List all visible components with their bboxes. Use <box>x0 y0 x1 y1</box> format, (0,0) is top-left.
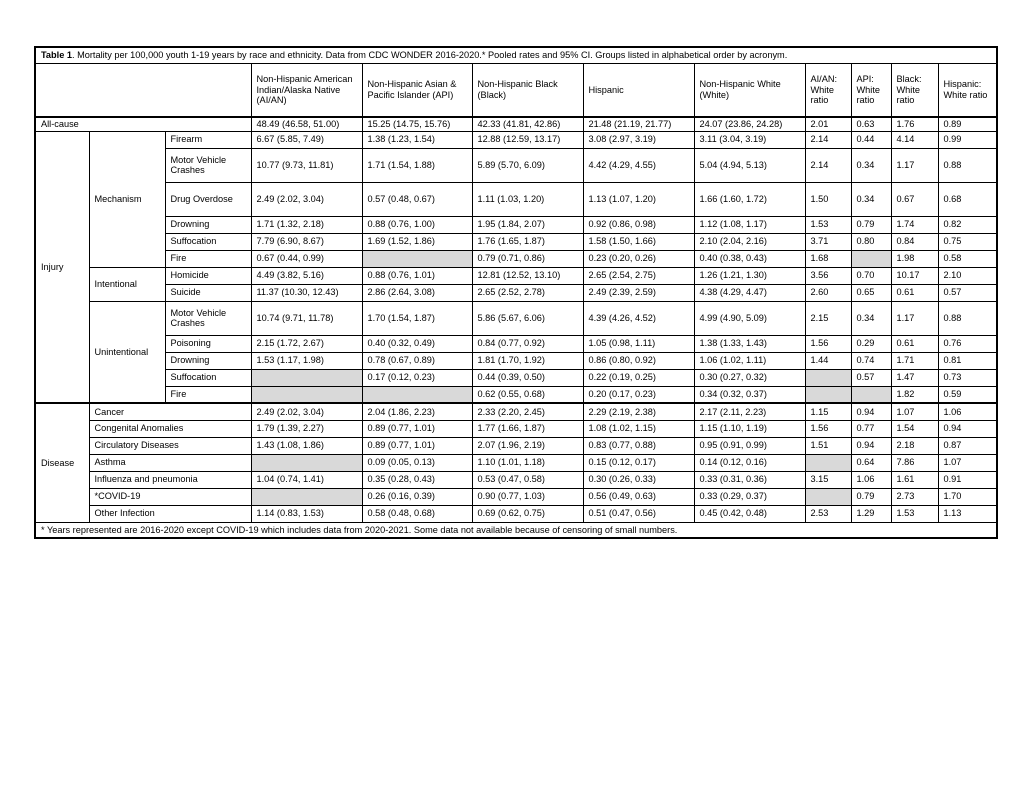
table-row <box>35 284 997 301</box>
ratio-cell: 0.64 <box>851 454 891 471</box>
group-injury: Injury <box>35 131 89 403</box>
ratio-cell: 2.14 <box>805 131 851 148</box>
value-cell: 1.81 (1.70, 1.92) <box>472 352 583 369</box>
ratio-cell: 0.75 <box>938 233 997 250</box>
value-cell: 1.12 (1.08, 1.17) <box>694 216 805 233</box>
value-cell: 2.65 (2.54, 2.75) <box>583 267 694 284</box>
value-cell: 0.44 (0.39, 0.50) <box>472 369 583 386</box>
value-cell: 12.88 (12.59, 13.17) <box>472 131 583 148</box>
value-cell <box>251 488 362 505</box>
value-cell: 1.14 (0.83, 1.53) <box>251 505 362 522</box>
value-cell: 0.69 (0.62, 0.75) <box>472 505 583 522</box>
value-cell: 4.49 (3.82, 5.16) <box>251 267 362 284</box>
value-cell: 0.92 (0.86, 0.98) <box>583 216 694 233</box>
ratio-cell: 0.34 <box>851 182 891 216</box>
table-row <box>35 216 997 233</box>
value-cell: 0.22 (0.19, 0.25) <box>583 369 694 386</box>
allcause-label: All-cause <box>35 117 251 131</box>
row-label: Suffocation <box>165 369 251 386</box>
value-cell: 11.37 (10.30, 12.43) <box>251 284 362 301</box>
value-cell: 0.88 (0.76, 1.00) <box>362 216 472 233</box>
value-cell: 0.35 (0.28, 0.43) <box>362 471 472 488</box>
ratio-cell: 3.71 <box>805 233 851 250</box>
ratio-cell <box>805 369 851 386</box>
ratio-cell: 0.76 <box>938 335 997 352</box>
value-cell <box>251 386 362 403</box>
table-row <box>35 454 997 471</box>
ratio-cell: 0.61 <box>891 335 938 352</box>
ratio-cell: 0.94 <box>851 437 891 454</box>
ratio-cell: 1.29 <box>851 505 891 522</box>
value-cell: 4.42 (4.29, 4.55) <box>583 148 694 182</box>
ratio-cell: 1.17 <box>891 148 938 182</box>
ratio-cell: 1.76 <box>891 117 938 131</box>
ratio-cell: 0.80 <box>851 233 891 250</box>
value-cell: 2.07 (1.96, 2.19) <box>472 437 583 454</box>
table-row <box>35 369 997 386</box>
value-cell: 1.95 (1.84, 2.07) <box>472 216 583 233</box>
value-cell: 2.86 (2.64, 3.08) <box>362 284 472 301</box>
row-label: Homicide <box>165 267 251 284</box>
table-row <box>35 335 997 352</box>
ratio-cell: 0.77 <box>851 420 891 437</box>
value-cell: 6.67 (5.85, 7.49) <box>251 131 362 148</box>
value-cell: 0.95 (0.91, 0.99) <box>694 437 805 454</box>
ratio-cell: 1.56 <box>805 335 851 352</box>
ratio-cell: 1.70 <box>938 488 997 505</box>
row-label: Other Infection <box>89 505 251 522</box>
ratio-cell: 7.86 <box>891 454 938 471</box>
value-cell: 0.86 (0.80, 0.92) <box>583 352 694 369</box>
value-cell: 0.58 (0.48, 0.68) <box>362 505 472 522</box>
ratio-cell: 0.89 <box>938 117 997 131</box>
table-row <box>35 437 997 454</box>
value-cell: 0.15 (0.12, 0.17) <box>583 454 694 471</box>
value-cell: 0.89 (0.77, 1.01) <box>362 437 472 454</box>
ratio-cell: 0.34 <box>851 148 891 182</box>
table-row <box>35 233 997 250</box>
table-row <box>35 471 997 488</box>
table-row <box>35 352 997 369</box>
value-cell: 1.53 (1.17, 1.98) <box>251 352 362 369</box>
value-cell: 1.15 (1.10, 1.19) <box>694 420 805 437</box>
header-blank <box>35 63 251 117</box>
table-row <box>35 148 997 182</box>
value-cell: 2.65 (2.52, 2.78) <box>472 284 583 301</box>
ratio-cell: 3.15 <box>805 471 851 488</box>
ratio-cell: 0.68 <box>938 182 997 216</box>
table-row <box>35 403 997 420</box>
caption-text: . Mortality per 100,000 youth 1-19 years by race and ethnicity. Data from CDC WONDER 2016-2020.* Pooled rates and 95% CI. Groups listed in alphabetical order by acronym. <box>71 50 788 60</box>
ratio-cell: 1.61 <box>891 471 938 488</box>
value-cell: 2.15 (1.72, 2.67) <box>251 335 362 352</box>
row-label: Drug Overdose <box>165 182 251 216</box>
value-cell: 2.49 (2.02, 3.04) <box>251 403 362 420</box>
value-cell <box>362 386 472 403</box>
row-label: Asthma <box>89 454 251 471</box>
value-cell: 1.13 (1.07, 1.20) <box>583 182 694 216</box>
value-cell: 1.11 (1.03, 1.20) <box>472 182 583 216</box>
row-label: Fire <box>165 250 251 267</box>
value-cell: 1.10 (1.01, 1.18) <box>472 454 583 471</box>
value-cell: 1.06 (1.02, 1.11) <box>694 352 805 369</box>
value-cell: 0.14 (0.12, 0.16) <box>694 454 805 471</box>
value-cell: 0.56 (0.49, 0.63) <box>583 488 694 505</box>
value-cell: 2.04 (1.86, 2.23) <box>362 403 472 420</box>
header-black: Non-Hispanic Black (Black) <box>472 63 583 117</box>
value-cell: 1.08 (1.02, 1.15) <box>583 420 694 437</box>
ratio-cell: 2.18 <box>891 437 938 454</box>
value-cell: 4.39 (4.26, 4.52) <box>583 301 694 335</box>
ratio-cell: 1.82 <box>891 386 938 403</box>
value-cell: 1.38 (1.23, 1.54) <box>362 131 472 148</box>
row-label: Drowning <box>165 352 251 369</box>
value-cell: 1.38 (1.33, 1.43) <box>694 335 805 352</box>
value-cell: 2.29 (2.19, 2.38) <box>583 403 694 420</box>
value-cell: 15.25 (14.75, 15.76) <box>362 117 472 131</box>
mortality-table <box>34 46 998 539</box>
value-cell: 0.45 (0.42, 0.48) <box>694 505 805 522</box>
ratio-cell: 2.10 <box>938 267 997 284</box>
ratio-cell: 3.56 <box>805 267 851 284</box>
subgroup-unintentional: Unintentional <box>89 301 165 403</box>
ratio-cell: 1.07 <box>938 454 997 471</box>
table-row <box>35 131 997 148</box>
row-label: Motor Vehicle Crashes <box>165 301 251 335</box>
header-white: Non-Hispanic White (White) <box>694 63 805 117</box>
ratio-cell: 0.73 <box>938 369 997 386</box>
row-label: Motor Vehicle Crashes <box>165 148 251 182</box>
value-cell <box>362 250 472 267</box>
ratio-cell: 0.94 <box>851 403 891 420</box>
value-cell: 4.38 (4.29, 4.47) <box>694 284 805 301</box>
value-cell: 0.34 (0.32, 0.37) <box>694 386 805 403</box>
value-cell: 1.26 (1.21, 1.30) <box>694 267 805 284</box>
value-cell: 2.49 (2.02, 3.04) <box>251 182 362 216</box>
table-row <box>35 420 997 437</box>
ratio-cell: 10.17 <box>891 267 938 284</box>
row-label: Congenital Anomalies <box>89 420 251 437</box>
value-cell: 0.53 (0.47, 0.58) <box>472 471 583 488</box>
ratio-cell: 0.44 <box>851 131 891 148</box>
caption-label: Table 1 <box>41 50 72 60</box>
ratio-cell: 0.79 <box>851 216 891 233</box>
ratio-cell: 2.73 <box>891 488 938 505</box>
table-row <box>35 250 997 267</box>
value-cell: 0.30 (0.26, 0.33) <box>583 471 694 488</box>
ratio-cell: 0.57 <box>851 369 891 386</box>
ratio-cell: 2.15 <box>805 301 851 335</box>
ratio-cell: 1.47 <box>891 369 938 386</box>
table-row <box>35 267 997 284</box>
ratio-cell: 0.61 <box>891 284 938 301</box>
value-cell: 1.77 (1.66, 1.87) <box>472 420 583 437</box>
ratio-cell: 1.56 <box>805 420 851 437</box>
row-label: Firearm <box>165 131 251 148</box>
value-cell: 2.17 (2.11, 2.23) <box>694 403 805 420</box>
header-hispanic: Hispanic <box>583 63 694 117</box>
value-cell: 4.99 (4.90, 5.09) <box>694 301 805 335</box>
value-cell: 1.71 (1.54, 1.88) <box>362 148 472 182</box>
value-cell: 2.33 (2.20, 2.45) <box>472 403 583 420</box>
value-cell: 1.69 (1.52, 1.86) <box>362 233 472 250</box>
value-cell: 5.89 (5.70, 6.09) <box>472 148 583 182</box>
header-api-ratio: API: White ratio <box>851 63 891 117</box>
ratio-cell: 0.81 <box>938 352 997 369</box>
ratio-cell <box>805 454 851 471</box>
subgroup-mechanism: Mechanism <box>89 131 165 267</box>
value-cell <box>251 454 362 471</box>
row-label: Cancer <box>89 403 251 420</box>
ratio-cell: 1.71 <box>891 352 938 369</box>
header-aian: Non-Hispanic American Indian/Alaska Native (AI/AN) <box>251 63 362 117</box>
table-row <box>35 488 997 505</box>
value-cell: 0.40 (0.38, 0.43) <box>694 250 805 267</box>
value-cell <box>251 369 362 386</box>
table-footnote: * Years represented are 2016-2020 except COVID-19 which includes data from 2020-2021. Some data not available because of censoring of small numbers. <box>35 522 997 538</box>
subgroup-intentional: Intentional <box>89 267 165 301</box>
ratio-cell: 0.63 <box>851 117 891 131</box>
ratio-cell: 1.44 <box>805 352 851 369</box>
ratio-cell: 0.65 <box>851 284 891 301</box>
header-api: Non-Hispanic Asian & Pacific Islander (API) <box>362 63 472 117</box>
value-cell: 10.74 (9.71, 11.78) <box>251 301 362 335</box>
header-aian-ratio: AI/AN: White ratio <box>805 63 851 117</box>
ratio-cell: 0.57 <box>938 284 997 301</box>
ratio-cell: 0.34 <box>851 301 891 335</box>
value-cell: 42.33 (41.81, 42.86) <box>472 117 583 131</box>
row-label: Poisoning <box>165 335 251 352</box>
value-cell: 7.79 (6.90, 8.67) <box>251 233 362 250</box>
ratio-cell: 1.98 <box>891 250 938 267</box>
value-cell: 5.04 (4.94, 5.13) <box>694 148 805 182</box>
value-cell: 3.11 (3.04, 3.19) <box>694 131 805 148</box>
row-label: Circulatory Diseases <box>89 437 251 454</box>
row-label: Suffocation <box>165 233 251 250</box>
ratio-cell: 0.99 <box>938 131 997 148</box>
ratio-cell: 0.84 <box>891 233 938 250</box>
ratio-cell: 0.94 <box>938 420 997 437</box>
group-disease: Disease <box>35 403 89 522</box>
value-cell: 0.33 (0.31, 0.36) <box>694 471 805 488</box>
value-cell: 1.43 (1.08, 1.86) <box>251 437 362 454</box>
value-cell: 1.71 (1.32, 2.18) <box>251 216 362 233</box>
table-caption <box>35 47 997 63</box>
value-cell: 0.17 (0.12, 0.23) <box>362 369 472 386</box>
ratio-cell: 0.79 <box>851 488 891 505</box>
value-cell: 0.83 (0.77, 0.88) <box>583 437 694 454</box>
value-cell: 0.79 (0.71, 0.86) <box>472 250 583 267</box>
value-cell: 10.77 (9.73, 11.81) <box>251 148 362 182</box>
ratio-cell: 0.59 <box>938 386 997 403</box>
header-black-ratio: Black: White ratio <box>891 63 938 117</box>
ratio-cell: 1.54 <box>891 420 938 437</box>
ratio-cell: 1.53 <box>891 505 938 522</box>
value-cell: 1.04 (0.74, 1.41) <box>251 471 362 488</box>
value-cell: 5.86 (5.67, 6.06) <box>472 301 583 335</box>
table-row <box>35 301 997 335</box>
value-cell: 1.66 (1.60, 1.72) <box>694 182 805 216</box>
value-cell: 0.67 (0.44, 0.99) <box>251 250 362 267</box>
value-cell: 0.20 (0.17, 0.23) <box>583 386 694 403</box>
ratio-cell <box>805 488 851 505</box>
ratio-cell: 4.14 <box>891 131 938 148</box>
ratio-cell: 0.58 <box>938 250 997 267</box>
value-cell: 2.10 (2.04, 2.16) <box>694 233 805 250</box>
value-cell: 0.84 (0.77, 0.92) <box>472 335 583 352</box>
value-cell: 1.76 (1.65, 1.87) <box>472 233 583 250</box>
value-cell: 1.79 (1.39, 2.27) <box>251 420 362 437</box>
value-cell: 2.49 (2.39, 2.59) <box>583 284 694 301</box>
ratio-cell: 2.60 <box>805 284 851 301</box>
ratio-cell: 1.17 <box>891 301 938 335</box>
ratio-cell <box>851 250 891 267</box>
ratio-cell: 1.07 <box>891 403 938 420</box>
value-cell: 21.48 (21.19, 21.77) <box>583 117 694 131</box>
ratio-cell: 1.50 <box>805 182 851 216</box>
ratio-cell: 1.06 <box>938 403 997 420</box>
ratio-cell: 0.88 <box>938 148 997 182</box>
value-cell: 1.70 (1.54, 1.87) <box>362 301 472 335</box>
row-label: Fire <box>165 386 251 403</box>
value-cell: 12.81 (12.52, 13.10) <box>472 267 583 284</box>
value-cell: 48.49 (46.58, 51.00) <box>251 117 362 131</box>
row-label: Suicide <box>165 284 251 301</box>
value-cell: 0.62 (0.55, 0.68) <box>472 386 583 403</box>
value-cell: 0.33 (0.29, 0.37) <box>694 488 805 505</box>
ratio-cell <box>851 386 891 403</box>
ratio-cell: 1.06 <box>851 471 891 488</box>
row-label: Influenza and pneumonia <box>89 471 251 488</box>
value-cell: 3.08 (2.97, 3.19) <box>583 131 694 148</box>
row-label: Drowning <box>165 216 251 233</box>
value-cell: 0.23 (0.20, 0.26) <box>583 250 694 267</box>
value-cell: 0.89 (0.77, 1.01) <box>362 420 472 437</box>
header-hispanic-ratio: Hispanic: White ratio <box>938 63 997 117</box>
value-cell: 0.78 (0.67, 0.89) <box>362 352 472 369</box>
ratio-cell: 2.53 <box>805 505 851 522</box>
ratio-cell: 1.15 <box>805 403 851 420</box>
ratio-cell: 2.14 <box>805 148 851 182</box>
value-cell: 0.90 (0.77, 1.03) <box>472 488 583 505</box>
value-cell: 24.07 (23.86, 24.28) <box>694 117 805 131</box>
table-row <box>35 505 997 522</box>
ratio-cell: 0.67 <box>891 182 938 216</box>
ratio-cell: 1.74 <box>891 216 938 233</box>
value-cell: 1.58 (1.50, 1.66) <box>583 233 694 250</box>
ratio-cell: 1.13 <box>938 505 997 522</box>
ratio-cell: 1.51 <box>805 437 851 454</box>
ratio-cell: 0.87 <box>938 437 997 454</box>
ratio-cell: 1.68 <box>805 250 851 267</box>
ratio-cell: 0.88 <box>938 301 997 335</box>
ratio-cell <box>805 386 851 403</box>
value-cell: 0.51 (0.47, 0.56) <box>583 505 694 522</box>
value-cell: 0.40 (0.32, 0.49) <box>362 335 472 352</box>
ratio-cell: 0.82 <box>938 216 997 233</box>
ratio-cell: 0.91 <box>938 471 997 488</box>
ratio-cell: 0.74 <box>851 352 891 369</box>
value-cell: 1.05 (0.98, 1.11) <box>583 335 694 352</box>
value-cell: 0.26 (0.16, 0.39) <box>362 488 472 505</box>
table-row <box>35 386 997 403</box>
value-cell: 0.88 (0.76, 1.01) <box>362 267 472 284</box>
ratio-cell: 0.70 <box>851 267 891 284</box>
row-label: *COVID-19 <box>89 488 251 505</box>
ratio-cell: 2.01 <box>805 117 851 131</box>
ratio-cell: 1.53 <box>805 216 851 233</box>
table-row <box>35 182 997 216</box>
value-cell: 0.57 (0.48, 0.67) <box>362 182 472 216</box>
ratio-cell: 0.29 <box>851 335 891 352</box>
value-cell: 0.09 (0.05, 0.13) <box>362 454 472 471</box>
value-cell: 0.30 (0.27, 0.32) <box>694 369 805 386</box>
